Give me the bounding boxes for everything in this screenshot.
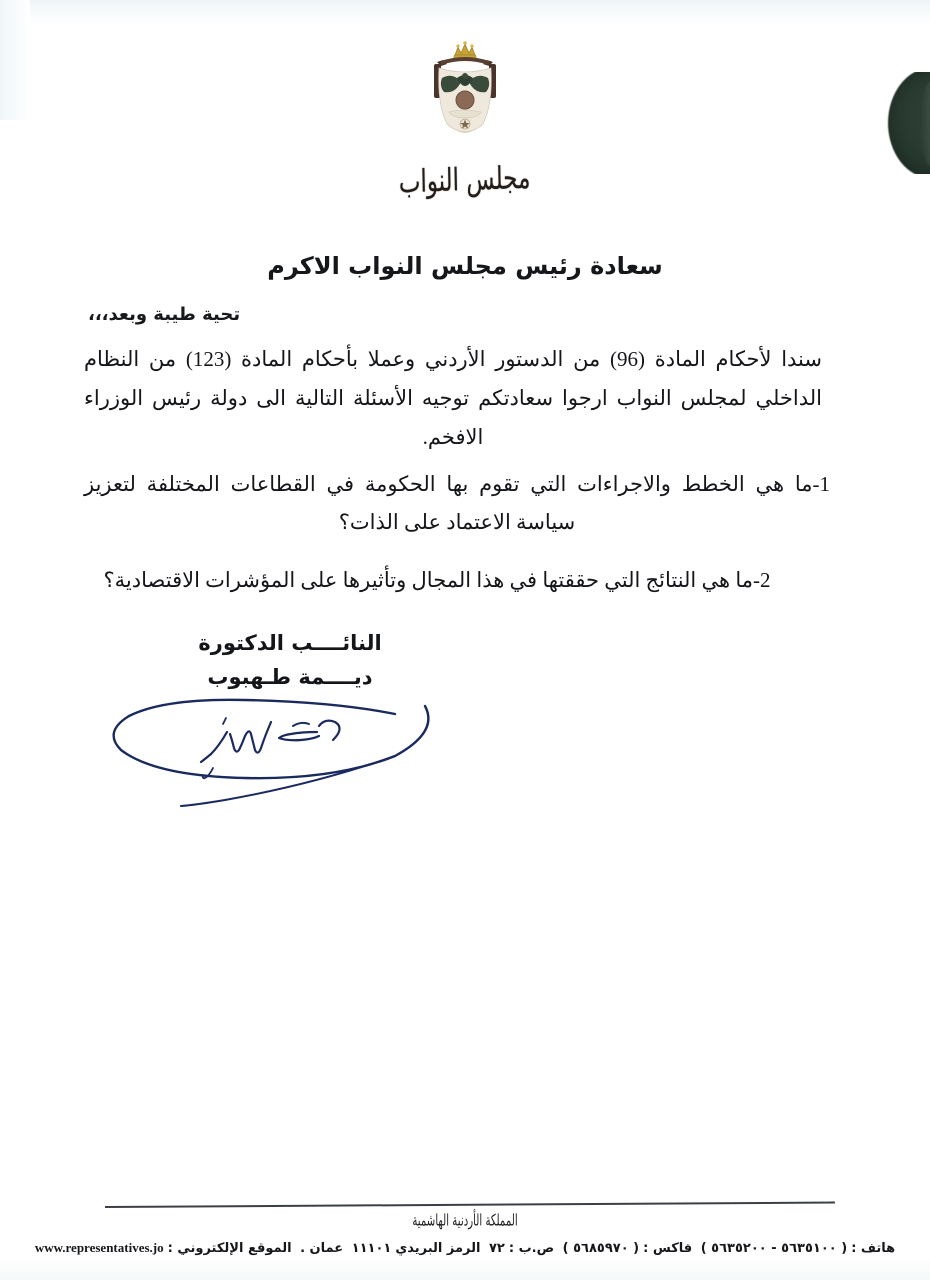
pobox-value: ٧٢: [489, 1241, 505, 1256]
scan-edge-tint-top: [0, 0, 930, 26]
footer-contact-line: [0, 1240, 930, 1256]
signature-block: [120, 626, 460, 694]
fax-label: فاكس :: [643, 1241, 693, 1256]
signature-name: ديــــمة طـهبوب: [207, 665, 373, 689]
jordan-coat-of-arms-emblem: [417, 38, 513, 146]
letter-salutation-text: تحية طيبة وبعد،،،: [88, 304, 241, 325]
website-label: الموقع الإلكتروني :: [167, 1241, 292, 1256]
question-item-2: 2-ما هي النتائج التي حققتها في هذا المجال وتأثيرها على المؤشرات الاقتصادية؟: [103, 568, 771, 592]
postal-value: ١١١٠١: [351, 1241, 392, 1256]
letter-title: سعادة رئيس مجلس النواب الاكرم: [267, 252, 663, 280]
scan-edge-tint-bottom: [0, 1258, 930, 1280]
phone-value: ( ٥٦٣٥١٠٠ - ٥٦٣٥٢٠٠ ): [700, 1241, 848, 1256]
fax-value: ( ٥٦٨٥٩٧٠ ): [562, 1241, 640, 1256]
footer-divider: [105, 1202, 835, 1208]
phone-label: هاتف :: [851, 1241, 896, 1256]
handwritten-signature: [95, 688, 445, 808]
signature-title: النائــــب الدكتورة: [198, 631, 382, 655]
city-name: عمان .: [300, 1241, 344, 1256]
question-item-1: 1-ما هي الخطط والاجراءات التي تقوم بها الحكومة في القطاعات المختلفة لتعزيز سياسة الاعتماد على الذات؟: [84, 472, 830, 534]
crown-icon: [454, 41, 476, 59]
questions-list: [84, 465, 830, 599]
letterhead: [0, 38, 930, 201]
pobox-label: ص.ب :: [508, 1241, 555, 1256]
shield: [456, 91, 474, 109]
letter-salutation: [78, 304, 838, 325]
website-value[interactable]: www.representatives.jo: [34, 1240, 164, 1255]
postal-label: الرمز البريدي: [395, 1241, 481, 1256]
letter-body-paragraph: سندا لأحكام المادة (96) من الدستور الأردني وعملا بأحكام المادة (123) من النظام الداخلي لمجلس النواب ارجوا سعادتكم توجيه الأسئلة التالية الى دولة رئيس الوزراء الافخم.: [84, 347, 822, 449]
kingdom-script-calligraphy: المملكة الأردنية الهاشمية: [412, 1210, 518, 1230]
council-script-calligraphy: [0, 157, 930, 201]
council-script-text: مجلس النواب: [398, 158, 532, 200]
